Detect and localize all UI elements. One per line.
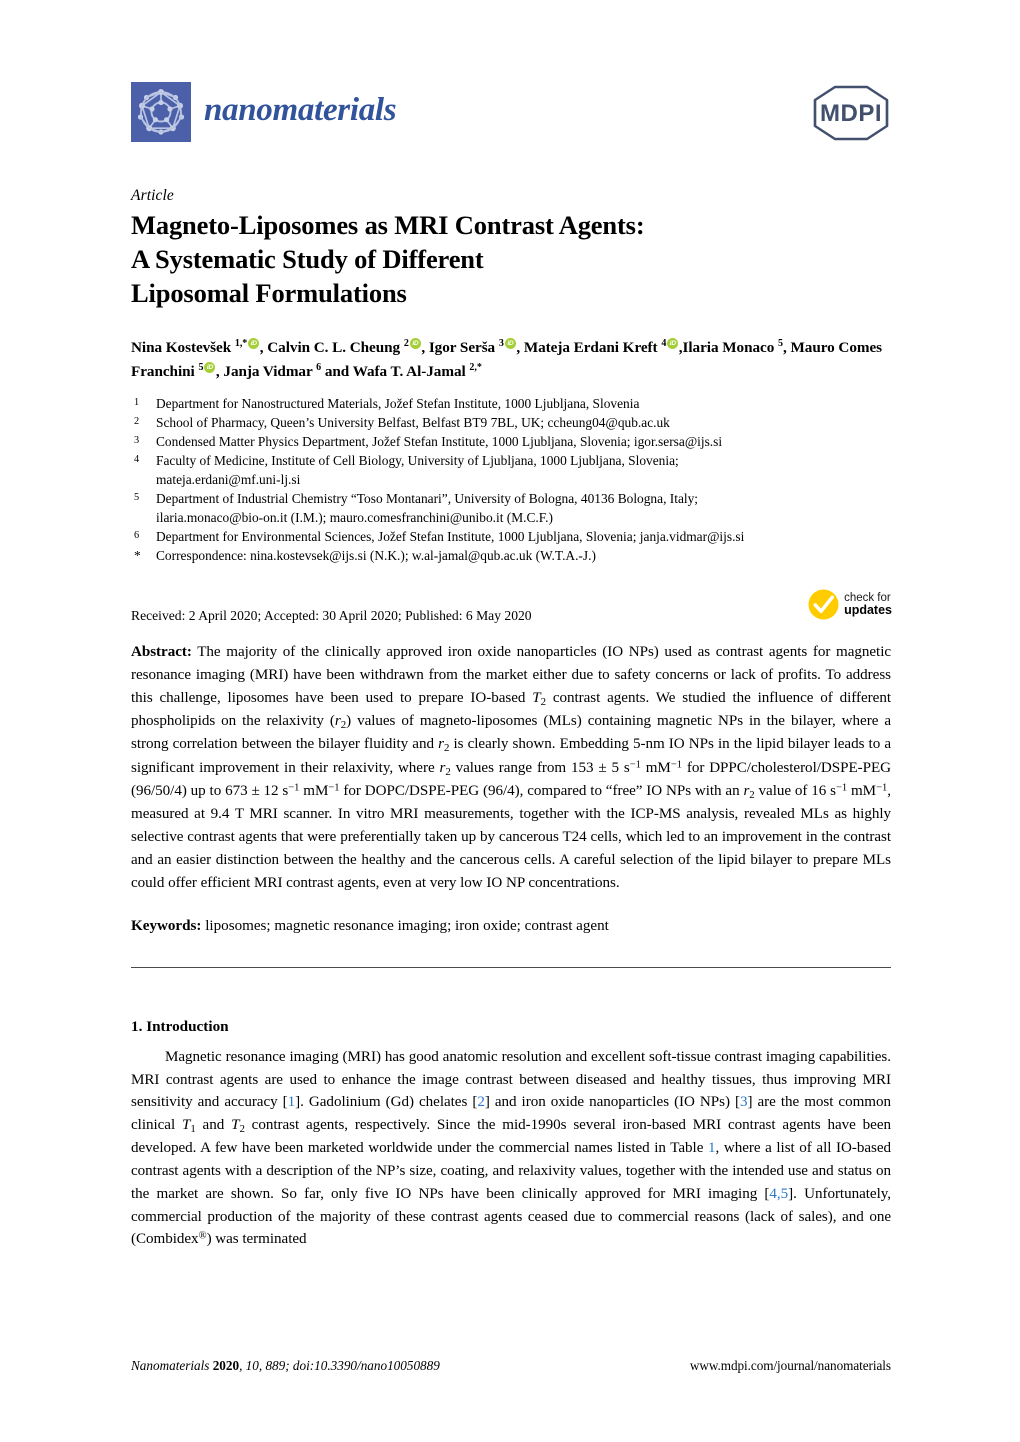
variable: T <box>532 689 541 706</box>
author-separator: , <box>782 339 791 357</box>
author-affiliation-marker: 3 <box>498 338 504 350</box>
abstract-run: mM <box>299 783 329 800</box>
orcid-icon[interactable] <box>505 338 516 349</box>
citation-link[interactable]: 4,5 <box>769 1185 789 1202</box>
citation-link[interactable]: 3 <box>739 1094 748 1111</box>
page-footer <box>131 1358 891 1374</box>
footer-url[interactable]: www.mdpi.com/journal/nanomaterials <box>689 1358 891 1373</box>
nanomaterials-logo-icon <box>131 82 191 142</box>
footer-journal-name: Nanomaterials <box>131 1358 210 1373</box>
subscript: 1 <box>190 1123 196 1136</box>
footer-citation <box>131 1358 440 1374</box>
publication-dates: Received: 2 April 2020; Accepted: 30 April 2020; Published: 6 May 2020 <box>131 608 532 624</box>
affiliation-text: Department of Industrial Chemistry “Toso Montanari”, University of Bologna, 40136 Bologna, Italy; <box>156 491 699 507</box>
subscript: 2 <box>749 789 755 802</box>
affiliation-row <box>131 547 891 566</box>
cfu-line-2: updates <box>844 603 892 618</box>
author-affiliation-marker: 5 <box>198 361 204 373</box>
variable: r <box>334 712 341 729</box>
author-separator: , <box>421 339 429 357</box>
abstract-run: mM <box>847 783 877 800</box>
author-name: Mateja Erdani Kreft <box>523 339 662 357</box>
intro-run: ] and iron oxide nanoparticles (IO NPs) [ <box>484 1094 740 1111</box>
author-name: Mauro Comes Franchini <box>131 339 883 380</box>
affiliation-list <box>131 395 891 566</box>
citation-link[interactable]: 2 <box>477 1094 485 1111</box>
subscript: 2 <box>443 742 450 755</box>
abstract-paragraph <box>131 641 891 894</box>
affiliation-row <box>131 414 891 433</box>
author-separator: , <box>259 339 268 357</box>
affiliation-row <box>131 528 891 547</box>
intro-run: , where a list of all IO-based contrast agents with a description of the NP’s size, coating, and relaxivity values, together with the intended use and status on the market are shown. So far, only five IO NPs have been clinically approved for MRI imaging [ <box>131 1140 891 1202</box>
keywords-text: liposomes; magnetic resonance imaging; iron oxide; contrast agent <box>201 918 609 935</box>
variable: T <box>181 1117 191 1134</box>
introduction-paragraph <box>131 1046 891 1251</box>
author-separator: , <box>678 339 683 357</box>
intro-run: ] are the most common clinical <box>131 1094 891 1134</box>
variable: r <box>438 736 444 753</box>
keywords-label: Keywords: <box>131 918 202 935</box>
affiliation-text: Department for Environmental Sciences, Jožef Stefan Institute, 1000 Ljubljana, Slovenia; janja.vidmar@ijs.si <box>156 529 745 545</box>
affiliation-row <box>131 490 891 509</box>
section-divider <box>131 967 891 968</box>
check-for-updates-text <box>844 592 892 618</box>
masthead <box>131 82 891 164</box>
subscript: 2 <box>340 718 347 731</box>
affiliation-marker: 5 <box>134 492 140 504</box>
affiliation-text: School of Pharmacy, Queen’s University Belfast, Belfast BT9 7BL, UK; ccheung04@qub.ac.uk <box>156 415 670 431</box>
affiliation-marker: * <box>134 548 141 564</box>
author-name: Janja Vidmar <box>223 362 317 380</box>
abstract-run: contrast agents. We studied the influence of different phospholipids on the relaxivity ( <box>131 689 891 729</box>
affiliation-marker: 3 <box>134 435 140 447</box>
mdpi-logo-icon <box>809 84 893 142</box>
affiliation-text: Condensed Matter Physics Department, Jožef Stefan Institute, 1000 Ljubljana, Slovenia; igor.sersa@ijs.si <box>156 434 723 450</box>
author-affiliation-marker: 1,* <box>234 338 248 350</box>
abstract-label: Abstract: <box>131 644 192 661</box>
checkmark-icon <box>808 589 839 620</box>
affiliation-marker: 4 <box>134 454 140 466</box>
author-separator: , <box>215 362 224 380</box>
citation-link[interactable]: 1 <box>287 1094 296 1111</box>
footer-volume: , 10, 889; doi:10.3390/nano10050889 <box>239 1358 440 1373</box>
abstract-run: for DOPC/DSPE-PEG (96/4), compared to “free” IO NPs with an <box>339 783 744 800</box>
abstract-run: for DPPC/cholesterol/DSPE-PEG (96/50/4) up to 673 ± 12 s <box>131 759 892 800</box>
author-separator: , <box>516 339 524 357</box>
intro-run: ]. Unfortunately, commercial production of the majority of these contrast agents ceased due to commercial reasons (lack of sales), and one (Combidex <box>131 1185 891 1248</box>
journal-branding <box>131 82 396 142</box>
author-name: Wafa T. Al-Jamal <box>352 362 470 380</box>
affiliation-row <box>131 433 891 452</box>
abstract-run: values range from 153 ± 5 s <box>450 759 630 776</box>
author-name: Nina Kostevšek <box>131 339 235 357</box>
superscript: ® <box>198 1230 207 1242</box>
orcid-icon[interactable] <box>204 362 215 373</box>
keywords-line <box>131 915 891 938</box>
author-affiliation-marker: 5 <box>778 338 783 350</box>
page-title <box>131 208 891 310</box>
affiliation-text: Department for Nanostructured Materials, Jožef Stefan Institute, 1000 Ljubljana, Slovenia <box>156 396 640 412</box>
subscript: 2 <box>239 1123 245 1136</box>
affiliation-text-continued: ilaria.monaco@bio-on.it (I.M.); mauro.comesfranchini@unibo.it (M.C.F.) <box>156 510 553 526</box>
abstract-run: , measured at 9.4 T MRI scanner. In vitro MRI measurements, together with the ICP-MS analysis, revealed MLs as highly selective contrast agents that were preferentially taken up by cancerous T24 cells, which led to an improvement in the contrast and an easier distinction between the healthy and the cancerous cells. A careful selection of the lipid bilayer to prepare MLs could offer efficient MRI contrast agents, even at very low IO NP concentrations. <box>131 783 891 891</box>
affiliation-row <box>131 452 891 471</box>
affiliation-marker: 1 <box>134 397 140 409</box>
abstract-run: ) values of magneto-liposomes (MLs) containing magnetic NPs in the bilayer, where a strong correlation between the bilayer fluidity and <box>131 712 891 753</box>
superscript: −1 <box>288 782 300 794</box>
title-line-3: Liposomal Formulations <box>131 278 407 309</box>
affiliation-text-continued: mateja.erdani@mf.uni-lj.si <box>156 472 301 488</box>
author-name: Igor Serša <box>428 339 499 357</box>
article-type-label: Article <box>131 187 174 204</box>
superscript: −1 <box>670 758 682 770</box>
affiliation-marker: 6 <box>134 530 140 542</box>
abstract-run: value of 16 s <box>754 783 836 800</box>
svg-text:MDPI: MDPI <box>820 100 882 127</box>
superscript: −1 <box>835 782 848 794</box>
affiliation-text: Faculty of Medicine, Institute of Cell Biology, University of Ljubljana, 1000 Ljubljana, Slovenia; <box>156 453 679 469</box>
paper-content <box>131 0 891 1251</box>
variable: r <box>439 759 446 776</box>
footer-year: 2020 <box>212 1358 240 1373</box>
title-line-1: Magneto-Liposomes as MRI Contrast Agents: <box>131 210 645 240</box>
orcid-icon[interactable] <box>667 338 678 349</box>
superscript: −1 <box>876 782 888 794</box>
citation-link[interactable]: 1 <box>707 1140 716 1157</box>
variable: r <box>743 783 750 800</box>
abstract-run: mM <box>640 759 671 776</box>
superscript: −1 <box>629 758 641 770</box>
author-name: Calvin C. L. Cheung <box>267 339 404 357</box>
author-affiliation-marker: 2,* <box>469 361 482 373</box>
author-affiliation-marker: 2 <box>403 338 409 350</box>
abstract-run: is clearly shown. Embedding 5-nm IO NPs in the lipid bilayer leads to a significant improvement in their relaxivity, where <box>131 736 891 776</box>
intro-run: Magnetic resonance imaging (MRI) has good anatomic resolution and excellent soft-tissue contrast imaging capabilities. MRI contrast agents are used to enhance the image contrast between diseased and healthy tissues, thus improving MRI sensitivity and accuracy [ <box>131 1048 891 1111</box>
section-heading-introduction: 1. Introduction <box>131 1017 229 1035</box>
author-affiliation-marker: 4 <box>661 338 667 350</box>
dates-row <box>131 590 891 634</box>
affiliation-text: Correspondence: nina.kostevsek@ijs.si (N.K.); w.al-jamal@qub.ac.uk (W.T.A.-J.) <box>156 548 596 564</box>
title-line-2: A Systematic Study of Different <box>131 244 484 275</box>
author-separator: and <box>321 362 353 380</box>
orcid-icon[interactable] <box>248 338 259 349</box>
orcid-icon[interactable] <box>410 338 421 349</box>
subscript: 2 <box>445 765 451 778</box>
cfu-line-1: check for <box>844 591 891 604</box>
affiliation-row <box>131 395 891 414</box>
journal-title: nanomaterials <box>204 91 397 128</box>
variable: T <box>231 1117 240 1134</box>
intro-run: ) was terminated <box>206 1231 307 1248</box>
intro-run: and <box>195 1117 232 1134</box>
superscript: −1 <box>328 782 340 794</box>
author-list <box>131 336 891 383</box>
author-affiliation-marker: 6 <box>316 361 322 373</box>
subscript: 2 <box>540 695 546 708</box>
author-name: Ilaria Monaco <box>682 339 779 357</box>
affiliation-marker: 2 <box>134 416 140 428</box>
intro-run: ]. Gadolinium (Gd) chelates [ <box>295 1094 478 1111</box>
abstract-run: The majority of the clinically approved iron oxide nanoparticles (IO NPs) used as contrast agents for magnetic resonance imaging (MRI) have been withdrawn from the market either due to safety concerns or lack of profits. To address this challenge, liposomes have been used to prepare IO-based <box>131 644 892 706</box>
check-for-updates-badge[interactable] <box>808 589 892 620</box>
intro-run: contrast agents, respectively. Since the mid-1990s several iron-based MRI contrast agents have been developed. A few have been marketed worldwide under the commercial names listed in Table <box>131 1117 891 1157</box>
